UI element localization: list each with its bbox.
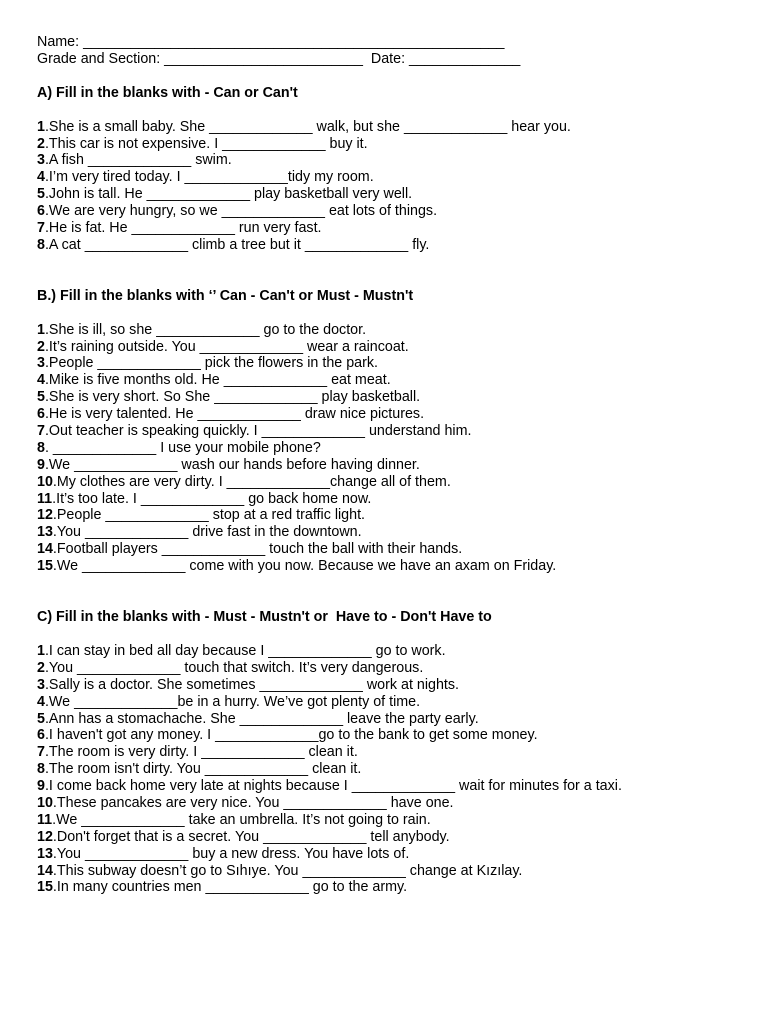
question-item bbox=[37, 389, 737, 406]
question-number: 2 bbox=[37, 135, 45, 152]
question-number: 11 bbox=[37, 811, 53, 828]
question-text: .Sally is a doctor. She sometimes _____________ work at nights. bbox=[44, 676, 460, 693]
question-number: 2 bbox=[37, 659, 45, 676]
question-item bbox=[37, 812, 737, 829]
question-text: .It’s too late. I _____________ go back home now. bbox=[52, 490, 372, 507]
question-number: 9 bbox=[37, 778, 45, 795]
question-text: .A cat _____________ climb a tree but it _____________ fly. bbox=[44, 236, 430, 253]
question-number: 7 bbox=[37, 423, 45, 440]
question-number: 15 bbox=[37, 879, 53, 896]
question-number: 4 bbox=[37, 372, 45, 389]
question-number: 7 bbox=[37, 744, 45, 761]
question-text: .The room is very dirty. I _____________ clean it. bbox=[44, 744, 358, 761]
question-text: .He is very talented. He _____________ draw nice pictures. bbox=[44, 406, 425, 423]
question-number: 14 bbox=[37, 862, 53, 879]
question-number: 9 bbox=[37, 456, 45, 473]
question-item bbox=[37, 795, 737, 812]
question-number: 15 bbox=[37, 558, 53, 575]
question-number: 1 bbox=[37, 321, 45, 338]
question-number: 3 bbox=[37, 355, 45, 372]
question-item bbox=[37, 507, 737, 524]
question-number: 6 bbox=[37, 406, 45, 423]
question-number: 6 bbox=[37, 203, 45, 220]
question-text: .A fish _____________ swim. bbox=[44, 152, 232, 169]
question-number: 5 bbox=[37, 710, 45, 727]
section-c-list bbox=[37, 643, 737, 896]
question-item bbox=[37, 136, 737, 153]
question-text: .Out teacher is speaking quickly. I _____________ understand him. bbox=[44, 423, 472, 440]
question-text: .Don't forget that is a secret. You _____________ tell anybody. bbox=[52, 828, 450, 845]
question-number: 12 bbox=[37, 828, 53, 845]
question-text: .We _____________be in a hurry. We’ve got plenty of time. bbox=[44, 693, 421, 710]
question-item bbox=[37, 643, 737, 660]
question-text: .She is a small baby. She _____________ walk, but she _____________ hear you. bbox=[44, 118, 571, 135]
question-text: .This car is not expensive. I _____________ buy it. bbox=[44, 135, 368, 152]
question-text: .I haven't got any money. I _____________go to the bank to get some money. bbox=[44, 727, 538, 744]
question-number: 11 bbox=[37, 490, 53, 507]
question-number: 8 bbox=[37, 761, 45, 778]
question-item bbox=[37, 440, 737, 457]
question-text: .I come back home very late at nights because I _____________ wait for minutes for a taxi. bbox=[44, 778, 622, 795]
question-item bbox=[37, 879, 737, 896]
question-item bbox=[37, 541, 737, 558]
question-text: .My clothes are very dirty. I _____________change all of them. bbox=[52, 473, 451, 490]
question-item bbox=[37, 220, 737, 237]
question-text: .People _____________ stop at a red traffic light. bbox=[52, 507, 366, 524]
question-text: .Mike is five months old. He _____________ eat meat. bbox=[44, 372, 391, 389]
question-number: 4 bbox=[37, 169, 45, 186]
question-item bbox=[37, 524, 737, 541]
question-item bbox=[37, 406, 737, 423]
question-text: .The room isn't dirty. You _____________ clean it. bbox=[44, 761, 362, 778]
question-text: .In many countries men _____________ go to the army. bbox=[52, 879, 408, 896]
question-number: 6 bbox=[37, 727, 45, 744]
question-item bbox=[37, 846, 737, 863]
question-number: 1 bbox=[37, 642, 45, 659]
section-a-title: A) Fill in the blanks with - Can or Can't bbox=[37, 84, 298, 101]
question-item bbox=[37, 829, 737, 846]
question-number: 12 bbox=[37, 507, 53, 524]
question-item bbox=[37, 339, 737, 356]
question-number: 8 bbox=[37, 236, 45, 253]
question-item bbox=[37, 863, 737, 880]
question-item bbox=[37, 119, 737, 136]
question-number: 4 bbox=[37, 693, 45, 710]
question-item bbox=[37, 694, 737, 711]
question-item bbox=[37, 677, 737, 694]
question-item bbox=[37, 203, 737, 220]
question-number: 3 bbox=[37, 676, 45, 693]
section-b-title: B.) Fill in the blanks with ‘’ Can - Can't or Must - Mustn't bbox=[37, 287, 414, 304]
question-number: 14 bbox=[37, 541, 53, 558]
question-number: 2 bbox=[37, 338, 45, 355]
question-number: 5 bbox=[37, 186, 45, 203]
question-item bbox=[37, 372, 737, 389]
question-item bbox=[37, 761, 737, 778]
question-number: 10 bbox=[37, 473, 53, 490]
question-text: .This subway doesn’t go to Sıhıye. You _____________ change at Kızılay. bbox=[52, 862, 523, 879]
question-item bbox=[37, 744, 737, 761]
question-item bbox=[37, 778, 737, 795]
question-number: 3 bbox=[37, 152, 45, 169]
question-item bbox=[37, 558, 737, 575]
question-item bbox=[37, 152, 737, 169]
name-line: Name: _____________________________________________________ bbox=[37, 34, 505, 50]
worksheet bbox=[37, 34, 737, 896]
question-item bbox=[37, 727, 737, 744]
question-item bbox=[37, 474, 737, 491]
question-text: .These pancakes are very nice. You _____________ have one. bbox=[52, 794, 454, 811]
question-number: 7 bbox=[37, 220, 45, 237]
question-number: 5 bbox=[37, 389, 45, 406]
question-text: .John is tall. He _____________ play basketball very well. bbox=[44, 186, 413, 203]
question-item bbox=[37, 355, 737, 372]
question-text: .She is very short. So She _____________ play basketball. bbox=[44, 389, 421, 406]
section-b-list bbox=[37, 322, 737, 575]
section-a-list bbox=[37, 119, 737, 254]
question-number: 10 bbox=[37, 794, 53, 811]
question-item bbox=[37, 237, 737, 254]
question-item bbox=[37, 322, 737, 339]
question-item bbox=[37, 457, 737, 474]
question-item bbox=[37, 423, 737, 440]
question-item bbox=[37, 186, 737, 203]
question-item bbox=[37, 491, 737, 508]
question-item bbox=[37, 169, 737, 186]
question-item bbox=[37, 711, 737, 728]
question-number: 13 bbox=[37, 524, 53, 541]
question-text: .We _____________ take an umbrella. It’s not going to rain. bbox=[52, 811, 431, 828]
question-text: . _____________ I use your mobile phone? bbox=[44, 439, 321, 456]
grade-date-line: Grade and Section: _________________________ Date: ______________ bbox=[37, 50, 521, 67]
section-c-title: C) Fill in the blanks with - Must - Mustn't or Have to - Don't Have to bbox=[37, 609, 492, 626]
question-text: .He is fat. He _____________ run very fast. bbox=[44, 220, 322, 237]
question-text: .You _____________ touch that switch. It’s very dangerous. bbox=[44, 659, 424, 676]
question-number: 1 bbox=[37, 118, 45, 135]
question-text: .Ann has a stomachache. She _____________ leave the party early. bbox=[44, 710, 479, 727]
question-text: .I’m very tired today. I _____________tidy my room. bbox=[44, 169, 374, 186]
question-number: 8 bbox=[37, 439, 45, 456]
question-text: .I can stay in bed all day because I _____________ go to work. bbox=[44, 642, 446, 659]
question-text: .We _____________ come with you now. Because we have an axam on Friday. bbox=[52, 558, 557, 575]
question-item bbox=[37, 660, 737, 677]
question-text: .She is ill, so she _____________ go to the doctor. bbox=[44, 321, 367, 338]
question-number: 13 bbox=[37, 845, 53, 862]
question-text: .You _____________ drive fast in the downtown. bbox=[52, 524, 362, 541]
question-text: .We are very hungry, so we _____________ eat lots of things. bbox=[44, 203, 438, 220]
question-text: .We _____________ wash our hands before having dinner. bbox=[44, 456, 420, 473]
question-text: .People _____________ pick the flowers in the park. bbox=[44, 355, 378, 372]
question-text: .You _____________ buy a new dress. You have lots of. bbox=[52, 845, 410, 862]
question-text: .Football players _____________ touch the ball with their hands. bbox=[52, 541, 463, 558]
question-text: .It’s raining outside. You _____________ wear a raincoat. bbox=[44, 338, 409, 355]
